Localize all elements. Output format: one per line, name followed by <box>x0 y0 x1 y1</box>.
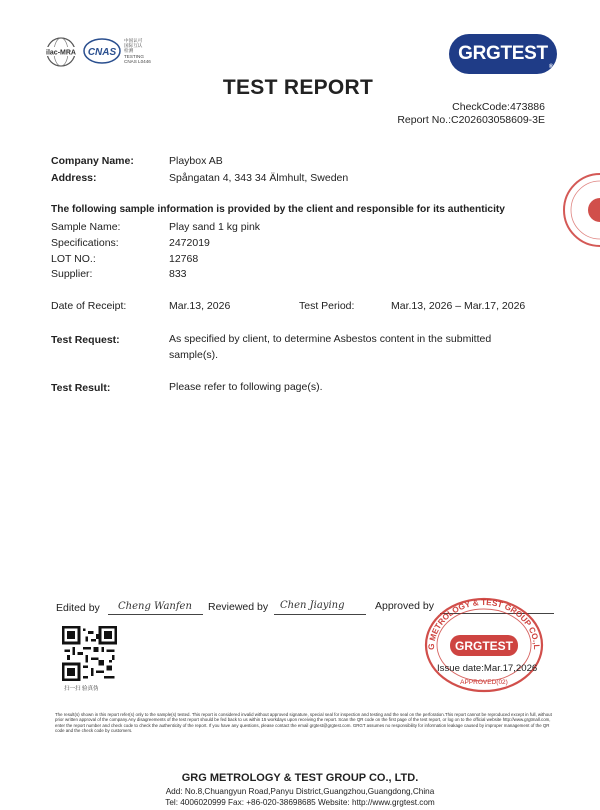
grgtest-logo: GRGTEST ® <box>449 34 557 74</box>
issue-date: Issue date:Mar.17,2026 <box>437 663 538 674</box>
test-result-value: Please refer to following page(s). <box>169 381 323 393</box>
footer-address: Add: No.8,Chuangyun Road,Panyu District,Guangzhou,Guangdong,China <box>165 787 435 796</box>
supplier-value: 833 <box>169 268 187 280</box>
reviewed-by-line <box>274 614 366 615</box>
lot-no-value: 12768 <box>169 253 199 265</box>
test-request-line-1: As specified by client, to determine Asbestos content in the submitted <box>169 333 492 345</box>
approval-seal-stamp <box>418 593 550 693</box>
disclaimer-note: The result(s) shown in this report refer(s) only to the sample(s) tested. This report is considered invalid without approved signature, special seal for inspection and testing and the seal on the perforation.This report cannot be reproduced except in full, without prior written approval of the company.Any disagreements of the test report should be fed back to us within 15 workdays upon receiving the report. Scan the QR code on the first page of the test report, or log on to the official website http://www.grgtmall.com, enter the report number and check code to check the authenticity of the report. If you have any questions, please contact the email grgtest@grgtest.com. GRGT assumes no responsibility for information leakage caused by improper management of the QR code and the check code by customers. <box>55 712 552 734</box>
test-request-line-2: sample(s). <box>169 349 219 361</box>
ilac-mra-logo <box>44 36 78 68</box>
edited-by-line <box>108 614 203 615</box>
report-title: TEST REPORT <box>222 76 374 99</box>
lot-no-label: LOT NO.: <box>51 253 96 265</box>
approved-by-label: Approved by <box>375 600 434 612</box>
report-number: Report No.:C202603058609-3E <box>397 114 545 126</box>
sample-name-label: Sample Name: <box>51 221 121 233</box>
qr-code[interactable] <box>62 626 117 681</box>
side-seal-stamp <box>560 170 600 250</box>
sample-info-heading: The following sample information is provided by the client and responsible for its authenticity <box>51 204 505 215</box>
cnas-logo-text: CNAS <box>87 47 117 58</box>
seal-sub-text: APPROVED(02) <box>460 679 508 686</box>
test-request-label: Test Request: <box>51 334 120 346</box>
seal-ring-text: G METROLOGY & TEST GROUP CO.,L <box>426 597 542 651</box>
sample-name-value: Play sand 1 kg pink <box>169 221 261 233</box>
specifications-label: Specifications: <box>51 237 119 249</box>
date-of-receipt-label: Date of Receipt: <box>51 300 127 312</box>
test-period-value: Mar.13, 2026 – Mar.17, 2026 <box>391 300 526 312</box>
specifications-value: 2472019 <box>169 237 210 249</box>
reviewed-by-label: Reviewed by <box>208 601 269 613</box>
address-label: Address: <box>51 172 97 184</box>
edited-by-label: Edited by <box>56 602 100 614</box>
footer-contact: Tel: 4006020999 Fax: +86-020-38698685 Website: http://www.grgtest.com <box>165 798 435 807</box>
qr-caption: 扫一扫 验真伪 <box>64 686 99 692</box>
test-result-label: Test Result: <box>51 382 111 394</box>
address-value: Spångatan 4, 343 34 Älmhult, Sweden <box>169 172 349 184</box>
seal-brand-text: GRGTEST <box>454 639 514 653</box>
cnas-accreditation-text: 中国认可 国际互认 检测 TESTING CNAS L0446 <box>124 38 151 64</box>
company-name-label: Company Name: <box>51 155 134 167</box>
company-name-value: Playbox AB <box>169 155 223 167</box>
edited-by-signature: Cheng Wanfen <box>118 601 192 612</box>
reviewed-by-signature: Chen Jiaying <box>280 600 345 611</box>
date-of-receipt-value: Mar.13, 2026 <box>169 300 231 312</box>
supplier-label: Supplier: <box>51 268 93 280</box>
check-code: CheckCode:473886 <box>452 101 545 113</box>
test-period-label: Test Period: <box>299 300 355 312</box>
ilac-logo-text: ilac-MRA <box>46 49 76 57</box>
footer-company-name: GRG METROLOGY & TEST GROUP CO., LTD. <box>181 772 419 784</box>
cnas-logo <box>82 36 122 66</box>
grgtest-logo-text: GRGTEST <box>458 43 548 64</box>
